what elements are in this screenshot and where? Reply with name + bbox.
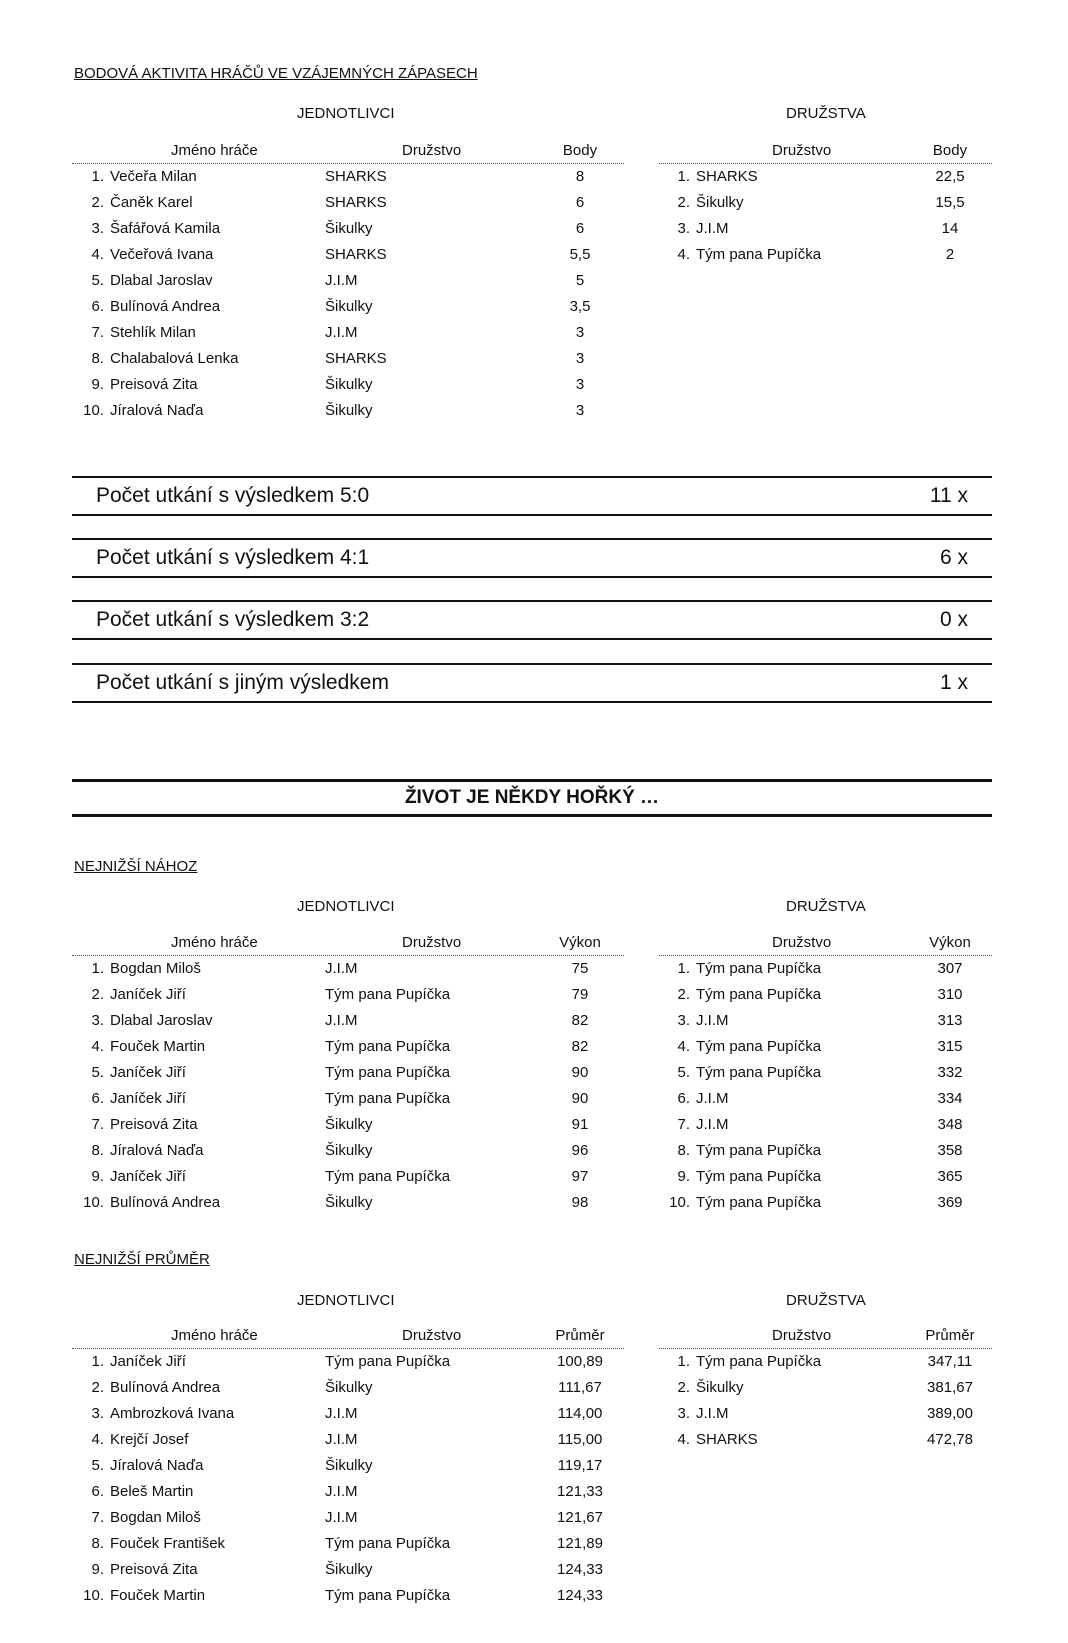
player-team: Šikulky xyxy=(325,298,373,315)
teams-label: DRUŽSTVA xyxy=(786,898,866,915)
team-value: 347,11 xyxy=(927,1353,973,1370)
player-value: 115,00 xyxy=(557,1431,603,1448)
team-value: 389,00 xyxy=(927,1405,973,1422)
player-value: 90 xyxy=(571,1064,589,1081)
player-value: 119,17 xyxy=(557,1457,603,1474)
player-value: 114,00 xyxy=(557,1405,603,1422)
row-rank: 1. xyxy=(91,1353,104,1370)
player-value: 121,33 xyxy=(557,1483,603,1500)
row-rank: 8. xyxy=(677,1142,690,1159)
player-value: 3 xyxy=(575,324,585,341)
column-header-value: Body xyxy=(562,142,598,159)
banner-heading: ŽIVOT JE NĚKDY HOŘKÝ … xyxy=(72,779,992,817)
player-name: Bulínová Andrea xyxy=(110,1194,221,1211)
column-header-player: Jméno hráče xyxy=(171,1327,258,1344)
player-team: Tým pana Pupíčka xyxy=(325,986,451,1003)
row-rank: 3. xyxy=(91,1012,104,1029)
player-team: J.I.M xyxy=(325,960,358,977)
player-value: 96 xyxy=(571,1142,589,1159)
row-rank: 10. xyxy=(669,1194,690,1211)
row-rank: 6. xyxy=(677,1090,690,1107)
header-separator xyxy=(659,1348,992,1349)
player-team: J.I.M xyxy=(325,1431,358,1448)
column-header-team: Družstvo xyxy=(402,142,462,159)
player-team: Šikulky xyxy=(325,1457,373,1474)
player-name: Janíček Jiří xyxy=(110,986,186,1003)
team-name: Tým pana Pupíčka xyxy=(696,1168,822,1185)
row-rank: 4. xyxy=(91,1038,104,1055)
team-name: Šikulky xyxy=(696,194,744,211)
stat-row-3-2 xyxy=(72,600,992,640)
row-rank: 1. xyxy=(91,960,104,977)
header-separator xyxy=(659,955,992,956)
row-rank: 8. xyxy=(91,1142,104,1159)
row-rank: 4. xyxy=(91,1431,104,1448)
team-name: SHARKS xyxy=(696,168,758,185)
player-name: Jíralová Naďa xyxy=(110,1142,204,1159)
column-header-team: Družstvo xyxy=(402,1327,462,1344)
row-rank: 8. xyxy=(91,1535,104,1552)
player-value: 124,33 xyxy=(557,1587,603,1604)
player-name: Večeřa Milan xyxy=(110,168,197,185)
team-name: SHARKS xyxy=(696,1431,758,1448)
column-header-player: Jméno hráče xyxy=(171,934,258,951)
player-value: 98 xyxy=(571,1194,589,1211)
player-name: Dlabal Jaroslav xyxy=(110,1012,213,1029)
row-rank: 5. xyxy=(91,272,104,289)
team-name: J.I.M xyxy=(696,1116,729,1133)
player-value: 79 xyxy=(571,986,589,1003)
player-team: Šikulky xyxy=(325,220,373,237)
teams-label: DRUŽSTVA xyxy=(786,1292,866,1309)
team-value: 2 xyxy=(945,246,955,263)
stat-label: Počet utkání s výsledkem 3:2 xyxy=(96,608,370,631)
row-rank: 3. xyxy=(91,220,104,237)
player-name: Preisová Zita xyxy=(110,1116,198,1133)
player-name: Fouček Martin xyxy=(110,1587,206,1604)
row-rank: 10. xyxy=(83,1587,104,1604)
player-value: 6 xyxy=(575,194,585,211)
row-rank: 1. xyxy=(91,168,104,185)
team-value: 307 xyxy=(937,960,963,977)
player-value: 3 xyxy=(575,402,585,419)
row-rank: 4. xyxy=(677,246,690,263)
player-team: J.I.M xyxy=(325,1483,358,1500)
team-name: Tým pana Pupíčka xyxy=(696,1038,822,1055)
player-name: Ambrozková Ivana xyxy=(110,1405,235,1422)
team-name: Šikulky xyxy=(696,1379,744,1396)
player-name: Janíček Jiří xyxy=(110,1168,186,1185)
stat-row-other xyxy=(72,663,992,703)
column-header-value: Průměr xyxy=(555,1327,605,1344)
team-value: 348 xyxy=(937,1116,963,1133)
player-team: J.I.M xyxy=(325,1012,358,1029)
row-rank: 9. xyxy=(91,1561,104,1578)
player-value: 90 xyxy=(571,1090,589,1107)
player-value: 124,33 xyxy=(557,1561,603,1578)
player-value: 100,89 xyxy=(557,1353,603,1370)
player-value: 5 xyxy=(575,272,585,289)
player-value: 3,5 xyxy=(569,298,591,315)
team-value: 15,5 xyxy=(935,194,965,211)
row-rank: 2. xyxy=(91,1379,104,1396)
individuals-label: JEDNOTLIVCI xyxy=(297,1292,395,1309)
row-rank: 2. xyxy=(677,986,690,1003)
header-separator xyxy=(72,163,624,164)
team-name: J.I.M xyxy=(696,220,729,237)
player-name: Krejčí Josef xyxy=(110,1431,189,1448)
player-value: 3 xyxy=(575,350,585,367)
stat-value: 0 x xyxy=(939,608,968,631)
row-rank: 6. xyxy=(91,1483,104,1500)
stat-value: 6 x xyxy=(939,546,968,569)
individuals-label: JEDNOTLIVCI xyxy=(297,105,395,122)
row-rank: 9. xyxy=(91,376,104,393)
stat-label: Počet utkání s výsledkem 5:0 xyxy=(96,484,370,507)
row-rank: 3. xyxy=(677,1405,690,1422)
column-header-team: Družstvo xyxy=(772,934,832,951)
row-rank: 9. xyxy=(91,1168,104,1185)
team-name: J.I.M xyxy=(696,1405,729,1422)
row-rank: 3. xyxy=(91,1405,104,1422)
player-name: Janíček Jiří xyxy=(110,1090,186,1107)
player-value: 91 xyxy=(571,1116,589,1133)
team-value: 381,67 xyxy=(927,1379,973,1396)
team-value: 22,5 xyxy=(935,168,965,185)
row-rank: 5. xyxy=(91,1064,104,1081)
player-value: 121,89 xyxy=(557,1535,603,1552)
row-rank: 10. xyxy=(83,402,104,419)
stat-label: Počet utkání s jiným výsledkem xyxy=(96,671,389,694)
column-header-value: Výkon xyxy=(559,934,601,951)
row-rank: 7. xyxy=(91,1509,104,1526)
row-rank: 4. xyxy=(677,1038,690,1055)
team-value: 358 xyxy=(937,1142,963,1159)
player-name: Šafářová Kamila xyxy=(110,220,221,237)
row-rank: 7. xyxy=(91,1116,104,1133)
player-value: 82 xyxy=(571,1012,589,1029)
team-name: J.I.M xyxy=(696,1090,729,1107)
section-title-lowest-throw: NEJNIŽŠÍ NÁHOZ xyxy=(74,858,198,875)
player-team: Tým pana Pupíčka xyxy=(325,1587,451,1604)
player-team: J.I.M xyxy=(325,324,358,341)
player-name: Čaněk Karel xyxy=(110,194,193,211)
row-rank: 1. xyxy=(677,168,690,185)
row-rank: 3. xyxy=(677,220,690,237)
player-team: Šikulky xyxy=(325,1194,373,1211)
player-name: Dlabal Jaroslav xyxy=(110,272,213,289)
row-rank: 8. xyxy=(91,350,104,367)
player-value: 3 xyxy=(575,376,585,393)
row-rank: 3. xyxy=(677,1012,690,1029)
player-team: Šikulky xyxy=(325,1116,373,1133)
player-name: Jíralová Naďa xyxy=(110,402,204,419)
row-rank: 4. xyxy=(677,1431,690,1448)
player-team: Tým pana Pupíčka xyxy=(325,1535,451,1552)
row-rank: 1. xyxy=(677,1353,690,1370)
team-name: Tým pana Pupíčka xyxy=(696,986,822,1003)
player-team: J.I.M xyxy=(325,272,358,289)
row-rank: 6. xyxy=(91,1090,104,1107)
player-team: J.I.M xyxy=(325,1405,358,1422)
player-team: Tým pana Pupíčka xyxy=(325,1090,451,1107)
row-rank: 1. xyxy=(677,960,690,977)
player-name: Beleš Martin xyxy=(110,1483,194,1500)
row-rank: 7. xyxy=(91,324,104,341)
player-name: Jíralová Naďa xyxy=(110,1457,204,1474)
column-header-value: Průměr xyxy=(925,1327,975,1344)
player-value: 5,5 xyxy=(569,246,591,263)
player-team: SHARKS xyxy=(325,350,387,367)
stat-row-5-0 xyxy=(72,476,992,516)
stat-row-4-1 xyxy=(72,538,992,578)
player-team: J.I.M xyxy=(325,1509,358,1526)
player-team: Tým pana Pupíčka xyxy=(325,1038,451,1055)
team-value: 472,78 xyxy=(927,1431,973,1448)
team-name: Tým pana Pupíčka xyxy=(696,1353,822,1370)
team-name: Tým pana Pupíčka xyxy=(696,1142,822,1159)
player-name: Stehlík Milan xyxy=(110,324,196,341)
team-value: 313 xyxy=(937,1012,963,1029)
player-team: Šikulky xyxy=(325,376,373,393)
column-header-value: Body xyxy=(932,142,968,159)
row-rank: 7. xyxy=(677,1116,690,1133)
player-team: Šikulky xyxy=(325,402,373,419)
column-header-team: Družstvo xyxy=(402,934,462,951)
row-rank: 5. xyxy=(677,1064,690,1081)
player-value: 121,67 xyxy=(557,1509,603,1526)
team-value: 315 xyxy=(937,1038,963,1055)
player-value: 97 xyxy=(571,1168,589,1185)
player-name: Fouček František xyxy=(110,1535,226,1552)
team-name: Tým pana Pupíčka xyxy=(696,1064,822,1081)
column-header-team: Družstvo xyxy=(772,142,832,159)
section-title-points: BODOVÁ AKTIVITA HRÁČŮ VE VZÁJEMNÝCH ZÁPASECH xyxy=(74,65,478,82)
column-header-team: Družstvo xyxy=(772,1327,832,1344)
player-value: 111,67 xyxy=(558,1379,602,1396)
player-team: Tým pana Pupíčka xyxy=(325,1168,451,1185)
player-team: Šikulky xyxy=(325,1379,373,1396)
team-value: 14 xyxy=(941,220,959,237)
player-name: Preisová Zita xyxy=(110,376,198,393)
header-separator xyxy=(72,1348,624,1349)
player-name: Bulínová Andrea xyxy=(110,1379,221,1396)
column-header-player: Jméno hráče xyxy=(171,142,258,159)
team-value: 310 xyxy=(937,986,963,1003)
player-name: Večeřová Ivana xyxy=(110,246,214,263)
player-name: Bogdan Miloš xyxy=(110,1509,201,1526)
player-team: Tým pana Pupíčka xyxy=(325,1064,451,1081)
player-name: Bogdan Miloš xyxy=(110,960,201,977)
header-separator xyxy=(659,163,992,164)
team-name: Tým pana Pupíčka xyxy=(696,960,822,977)
row-rank: 2. xyxy=(677,1379,690,1396)
player-name: Bulínová Andrea xyxy=(110,298,221,315)
team-value: 334 xyxy=(937,1090,963,1107)
player-team: Šikulky xyxy=(325,1142,373,1159)
header-separator xyxy=(72,955,624,956)
player-team: SHARKS xyxy=(325,168,387,185)
player-value: 75 xyxy=(571,960,589,977)
stat-label: Počet utkání s výsledkem 4:1 xyxy=(96,546,370,569)
player-value: 82 xyxy=(571,1038,589,1055)
player-value: 6 xyxy=(575,220,585,237)
row-rank: 2. xyxy=(677,194,690,211)
team-name: J.I.M xyxy=(696,1012,729,1029)
row-rank: 10. xyxy=(83,1194,104,1211)
player-name: Chalabalová Lenka xyxy=(110,350,239,367)
row-rank: 2. xyxy=(91,986,104,1003)
row-rank: 2. xyxy=(91,194,104,211)
column-header-value: Výkon xyxy=(929,934,971,951)
teams-label: DRUŽSTVA xyxy=(786,105,866,122)
team-name: Tým pana Pupíčka xyxy=(696,1194,822,1211)
player-team: SHARKS xyxy=(325,194,387,211)
stat-value: 1 x xyxy=(939,671,968,694)
player-name: Janíček Jiří xyxy=(110,1064,186,1081)
stat-value: 11 x xyxy=(929,484,968,507)
player-name: Preisová Zita xyxy=(110,1561,198,1578)
team-name: Tým pana Pupíčka xyxy=(696,246,822,263)
section-title-lowest-average: NEJNIŽŠÍ PRŮMĚR xyxy=(74,1251,210,1268)
row-rank: 4. xyxy=(91,246,104,263)
player-team: SHARKS xyxy=(325,246,387,263)
row-rank: 6. xyxy=(91,298,104,315)
player-name: Janíček Jiří xyxy=(110,1353,186,1370)
player-team: Šikulky xyxy=(325,1561,373,1578)
team-value: 369 xyxy=(937,1194,963,1211)
row-rank: 9. xyxy=(677,1168,690,1185)
player-value: 8 xyxy=(575,168,585,185)
team-value: 332 xyxy=(937,1064,963,1081)
player-name: Fouček Martin xyxy=(110,1038,206,1055)
team-value: 365 xyxy=(937,1168,963,1185)
individuals-label: JEDNOTLIVCI xyxy=(297,898,395,915)
player-team: Tým pana Pupíčka xyxy=(325,1353,451,1370)
row-rank: 5. xyxy=(91,1457,104,1474)
